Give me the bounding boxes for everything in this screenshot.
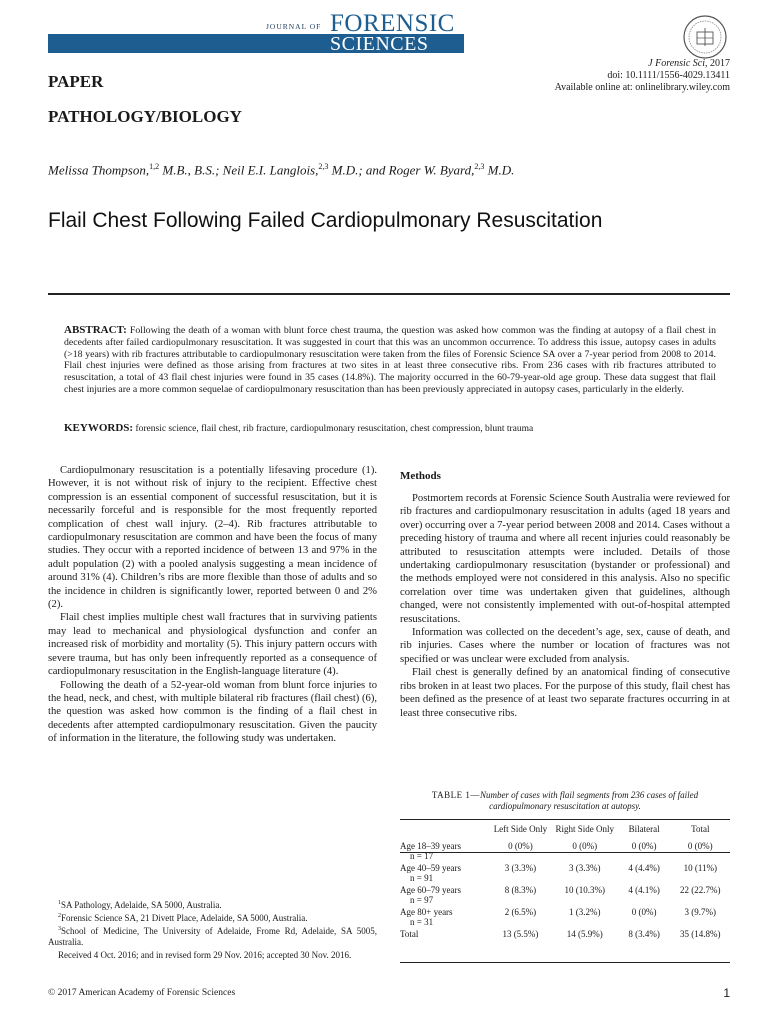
table-row — [400, 883, 730, 905]
table-cell: 8 (8.3%) — [504, 885, 537, 895]
body-paragraph: Postmortem records at Forensic Science South Australia were reviewed for rib fractures and cardiopulmonary resuscitation in adults (aged 18 years and over) occurring over a 7-year period between 2008 and 2014. Cases without a preceding history of trauma and where all recent injuries could reasonably be attributed to resuscitation attempts were included. Details of those undertaking cardiopulmonary resuscitation (bystander or professional) and the methods employed were not considered in this analysis. Also no specific correlation over time was undertaken given that guidelines, although changed, were not consistently implemented with out-of-hospital attempted resuscitations. — [400, 493, 731, 625]
body-paragraph: Flail chest implies multiple chest wall fractures that in surviving patients may lead to mechanical and physiological dysfunction and confer an increased risk of morbidity and mortality (5). This injury pattern occurs with severe trauma, but has only been infrequently reported as a consequence of cardiopulmonary resuscitation in the English-language literature (4). — [48, 612, 377, 678]
table-cell: 22 (22.7%) — [680, 885, 721, 895]
footnote-mark: 3 — [58, 926, 61, 932]
table-cell: 10 (11%) — [683, 863, 717, 873]
footnote — [48, 924, 377, 948]
table-row-label: Age 80+ years n = 31 — [400, 905, 489, 927]
author-affiliation: 2,3 — [474, 162, 485, 171]
author-degree: M.D. — [484, 162, 515, 178]
table-header-row — [400, 824, 730, 839]
methods-heading: Methods — [400, 470, 441, 482]
table-header-cell: Left Side Only — [493, 824, 548, 834]
table-caption-text: Number of cases with flail segments from 236 cases of failed cardiopulmonary resuscitation at autopsy. — [479, 790, 699, 811]
author-list — [48, 162, 514, 178]
body-paragraph: Flail chest is generally defined by an anatomical finding of consecutive ribs broken in at least two places. For the purpose of this study, flail chest has been defined as the presence of at least two separate fractures occurring in at least three consecutive ribs. — [400, 667, 730, 719]
citation-doi: doi: 10.1111/1556-4029.13411 — [607, 70, 730, 81]
table-cell: 4 (4.1%) — [628, 885, 660, 895]
table-row-n: n = 31 — [410, 917, 434, 927]
body-paragraph: Information was collected on the decedent’s age, sex, cause of death, and rib injuries. Cases where the number or location of fractures was not specified or was unclear were excluded from analysis. — [400, 627, 730, 665]
table-row — [400, 839, 730, 861]
keywords — [64, 422, 716, 434]
footnote-text: SA Pathology, Adelaide, SA 5000, Australia. — [61, 900, 222, 910]
table-row — [400, 905, 730, 927]
paper-title: Flail Chest Following Failed Cardiopulmonary Resuscitation — [48, 209, 603, 232]
citation-block — [555, 58, 730, 94]
table-cell: 0 (0%) — [508, 841, 533, 851]
author-degree: M.B., B.S.; — [159, 162, 223, 178]
table-cell: 0 (0%) — [631, 907, 657, 917]
table-header-cell: Bilateral — [628, 824, 660, 834]
society-seal-icon — [682, 14, 728, 60]
table-caption-label: TABLE 1— — [431, 790, 480, 800]
footnote-text: School of Medicine, The University of Adelaide, Frome Rd, Adelaide, SA 5005, Australia. — [48, 926, 377, 947]
author-affiliation: 1,2 — [149, 162, 160, 171]
abstract — [64, 325, 716, 396]
body-paragraph: Cardiopulmonary resuscitation is a potentially lifesaving procedure (1). However, it is not without risk of injury to the recipient. Effective chest compression is an essential component of successful resuscitation, but it is necessarily forceful and is responsible for the most frequently reported complication of chest wall injury. (2–4). Rib fractures attributable to cardiopulmonary resuscitation are common and have been the focus of many studies. They occur with a reported incidence of between 13 and 97% in the adult population (2) with a pooled analysis suggesting a mean incidence of around 31% (4). Children’s ribs are more flexible than those of adults and so the incidence in children is significantly lower, reported between 0 and 2% (2). — [48, 465, 377, 611]
table-cell: 14 (5.9%) — [566, 929, 603, 939]
table-row-n: n = 17 — [410, 851, 434, 861]
table-row-label: Age 60–79 years n = 97 — [400, 883, 489, 905]
copyright: © 2017 American Academy of Forensic Sciences — [48, 988, 236, 998]
table-row — [400, 861, 730, 883]
masthead-forensic: FORENSIC — [330, 10, 455, 37]
author-name: Melissa Thompson, — [48, 162, 150, 178]
table-cell: 3 (3.3%) — [504, 863, 537, 873]
footnote — [48, 911, 377, 924]
table-rule — [400, 962, 730, 963]
table-cell: 35 (14.8%) — [680, 929, 721, 939]
table-row-label: Age 40–59 years n = 91 — [400, 861, 489, 883]
footnote-text: Forensic Science SA, 21 Divett Place, Adelaide, SA 5000, Australia. — [61, 913, 308, 923]
author-name: Neil E.I. Langlois, — [222, 162, 319, 178]
table-cell: 10 (10.3%) — [564, 885, 606, 895]
body-paragraph: Following the death of a 52-year-old woman from blunt force injuries to the head, neck, and chest, with multiple bilateral rib fractures (flail chest) (6), the question was asked how common is the finding of a flail chest in decedents after attempted cardiopulmonary resuscitation. Given the paucity of information in the literature, the following study was undertaken. — [48, 679, 377, 745]
table-caption — [400, 790, 730, 812]
table-header-cell — [400, 824, 489, 839]
keywords-text: forensic science, flail chest, rib fracture, cardiopulmonary resuscitation, chest compression, blunt trauma — [133, 424, 534, 434]
masthead-journal-of: JOURNAL OF — [266, 22, 322, 31]
flail-segments-table — [400, 824, 730, 939]
abstract-text: Following the death of a woman with blunt force chest trauma, the question was asked how common was the finding at autopsy of a flail chest in decedents after failed cardiopulmonary resuscitation. It was suggested in court that this was an uncommon occurrence. To address this issue, autopsy cases in adults (>18 years) with rib fractures attributable to cardiopulmonary resuscitation were taken from the files of Forensic Science SA over a 7-year period from 2008 to 2014. Flail chest injuries were defined as those arising from fractures at two sites in at least three consecutive ribs. From 236 cases with rib fractures attributed to resuscitation, a total of 43 flail chest injuries were found in 35 cases (14.8%). The majority occurred in the 60-79-year-old age group. These data suggest that flail chest injuries are a more common sequelae of cardiopulmonary resuscitation than has been previously appreciated in autopsy cases, particularly in the elderly. — [64, 325, 716, 395]
section-type: PAPER — [48, 72, 104, 91]
table-row-total — [400, 927, 730, 939]
keywords-label: KEYWORDS: — [64, 422, 134, 434]
table-cell: 1 (3.2%) — [569, 907, 601, 917]
table-cell: 3 (3.3%) — [569, 863, 601, 873]
table-row-label: Age 18–39 years n = 17 — [400, 839, 489, 861]
footnote-mark: 1 — [58, 900, 61, 906]
author-degree: M.D.; and — [328, 162, 389, 178]
section-category: PATHOLOGY/BIOLOGY — [48, 107, 242, 126]
header-rule — [48, 293, 730, 295]
footnote-mark: 2 — [58, 913, 61, 919]
page-number: 1 — [723, 986, 730, 1000]
author-name: Roger W. Byard, — [388, 162, 475, 178]
body-column-right — [400, 492, 730, 720]
citation-available: Available online at: onlinelibrary.wiley.com — [554, 82, 730, 93]
table-cell: 0 (0%) — [631, 841, 657, 851]
table-cell: 2 (6.5%) — [504, 907, 537, 917]
citation-year: , 2017 — [705, 58, 730, 69]
table-header-cell: Total — [691, 824, 710, 834]
table-cell: 4 (4.4%) — [628, 863, 660, 873]
citation-journal: J Forensic Sci — [648, 58, 705, 69]
table-row-n: n = 97 — [410, 895, 434, 905]
table-row-n: n = 91 — [410, 873, 434, 883]
footnotes — [48, 898, 377, 961]
table-rule — [400, 819, 730, 820]
table-cell: 0 (0%) — [572, 841, 598, 851]
table-cell: 8 (3.4%) — [628, 929, 660, 939]
table-row-label: Total — [400, 929, 419, 939]
table-cell: 3 (9.7%) — [684, 907, 717, 917]
table-cell: 0 (0%) — [687, 841, 713, 851]
author-affiliation: 2,3 — [318, 162, 329, 171]
masthead-sciences: SCIENCES — [330, 33, 429, 55]
received-dates: Received 4 Oct. 2016; and in revised form 29 Nov. 2016; accepted 30 Nov. 2016. — [58, 950, 352, 960]
body-column-left — [48, 464, 377, 746]
table-cell: 13 (5.5%) — [502, 929, 539, 939]
table-header-cell: Right Side Only — [555, 824, 615, 834]
abstract-label: ABSTRACT: — [64, 324, 127, 336]
footnote — [48, 898, 377, 911]
